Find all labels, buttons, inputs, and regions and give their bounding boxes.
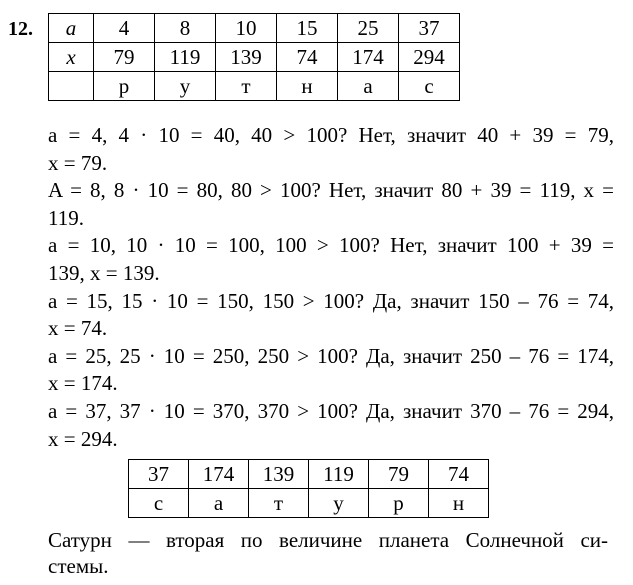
table-cell: 174 bbox=[189, 460, 249, 489]
table-cell: 8 bbox=[155, 14, 216, 43]
table-row bbox=[129, 489, 489, 518]
table-cell: 37 bbox=[399, 14, 460, 43]
table-cell: т bbox=[249, 489, 309, 518]
table-cell: 4 bbox=[94, 14, 155, 43]
lookup-table-a-x bbox=[48, 13, 460, 101]
solution-line: x = 74. bbox=[48, 316, 108, 341]
problem-number: 12. bbox=[8, 18, 33, 40]
solution-line: a = 15, 15 · 10 = 150, 150 > 100? Да, значит 150 – 76 = 74, bbox=[48, 288, 614, 313]
table-cell: 294 bbox=[399, 43, 460, 72]
solution-line: a = 4, 4 · 10 = 40, 40 > 100? Нет, значит 40 + 39 = 79, bbox=[48, 123, 614, 147]
table-cell: 74 bbox=[277, 43, 338, 72]
table-cell: с bbox=[129, 489, 189, 518]
table-row bbox=[49, 72, 460, 101]
answer-table bbox=[128, 459, 489, 518]
table-cell: 37 bbox=[129, 460, 189, 489]
table-cell: а bbox=[189, 489, 249, 518]
table-cell: у bbox=[309, 489, 369, 518]
table-cell: 10 bbox=[216, 14, 277, 43]
solution-line: 119. bbox=[48, 205, 84, 230]
solution-line: a = 25, 25 · 10 = 250, 250 > 100? Да, значит 250 – 76 = 174, bbox=[48, 343, 614, 368]
table-cell: 79 bbox=[369, 460, 429, 489]
table-cell: a bbox=[49, 14, 94, 43]
table-cell: 15 bbox=[277, 14, 338, 43]
solution-line: a = 37, 37 · 10 = 370, 370 > 100? Да, значит 370 – 76 = 294, bbox=[48, 398, 614, 423]
conclusion-line: Сатурн — вторая по величине планета Солнечной си- bbox=[48, 528, 608, 552]
table-cell: 139 bbox=[216, 43, 277, 72]
table-row bbox=[49, 43, 460, 72]
table-cell: р bbox=[94, 72, 155, 101]
table-cell: 119 bbox=[155, 43, 216, 72]
table-cell: 174 bbox=[338, 43, 399, 72]
table-cell bbox=[49, 72, 94, 101]
table-cell: x bbox=[49, 43, 94, 72]
table-cell: 139 bbox=[249, 460, 309, 489]
solution-text bbox=[48, 122, 614, 453]
solution-line: a = 10, 10 · 10 = 100, 100 > 100? Нет, значит 100 + 39 = bbox=[48, 233, 614, 258]
table-row bbox=[129, 460, 489, 489]
table-row bbox=[49, 14, 460, 43]
solution-line: 139, x = 139. bbox=[48, 260, 160, 285]
solution-line: A = 8, 8 · 10 = 80, 80 > 100? Нет, значит 80 + 39 = 119, x = bbox=[48, 178, 614, 203]
conclusion-line: стемы. bbox=[48, 554, 109, 578]
table-cell: 119 bbox=[309, 460, 369, 489]
table-cell: а bbox=[338, 72, 399, 101]
table-cell: р bbox=[369, 489, 429, 518]
solution-line: x = 79. bbox=[48, 150, 108, 175]
table-cell: 25 bbox=[338, 14, 399, 43]
table-cell: 79 bbox=[94, 43, 155, 72]
table-cell: т bbox=[216, 72, 277, 101]
table-cell: с bbox=[399, 72, 460, 101]
table-cell: у bbox=[155, 72, 216, 101]
solution-line: x = 294. bbox=[48, 426, 118, 451]
solution-line: x = 174. bbox=[48, 371, 118, 396]
table-cell: 74 bbox=[429, 460, 489, 489]
table-cell: н bbox=[429, 489, 489, 518]
table-cell: н bbox=[277, 72, 338, 101]
conclusion-text bbox=[48, 527, 608, 579]
